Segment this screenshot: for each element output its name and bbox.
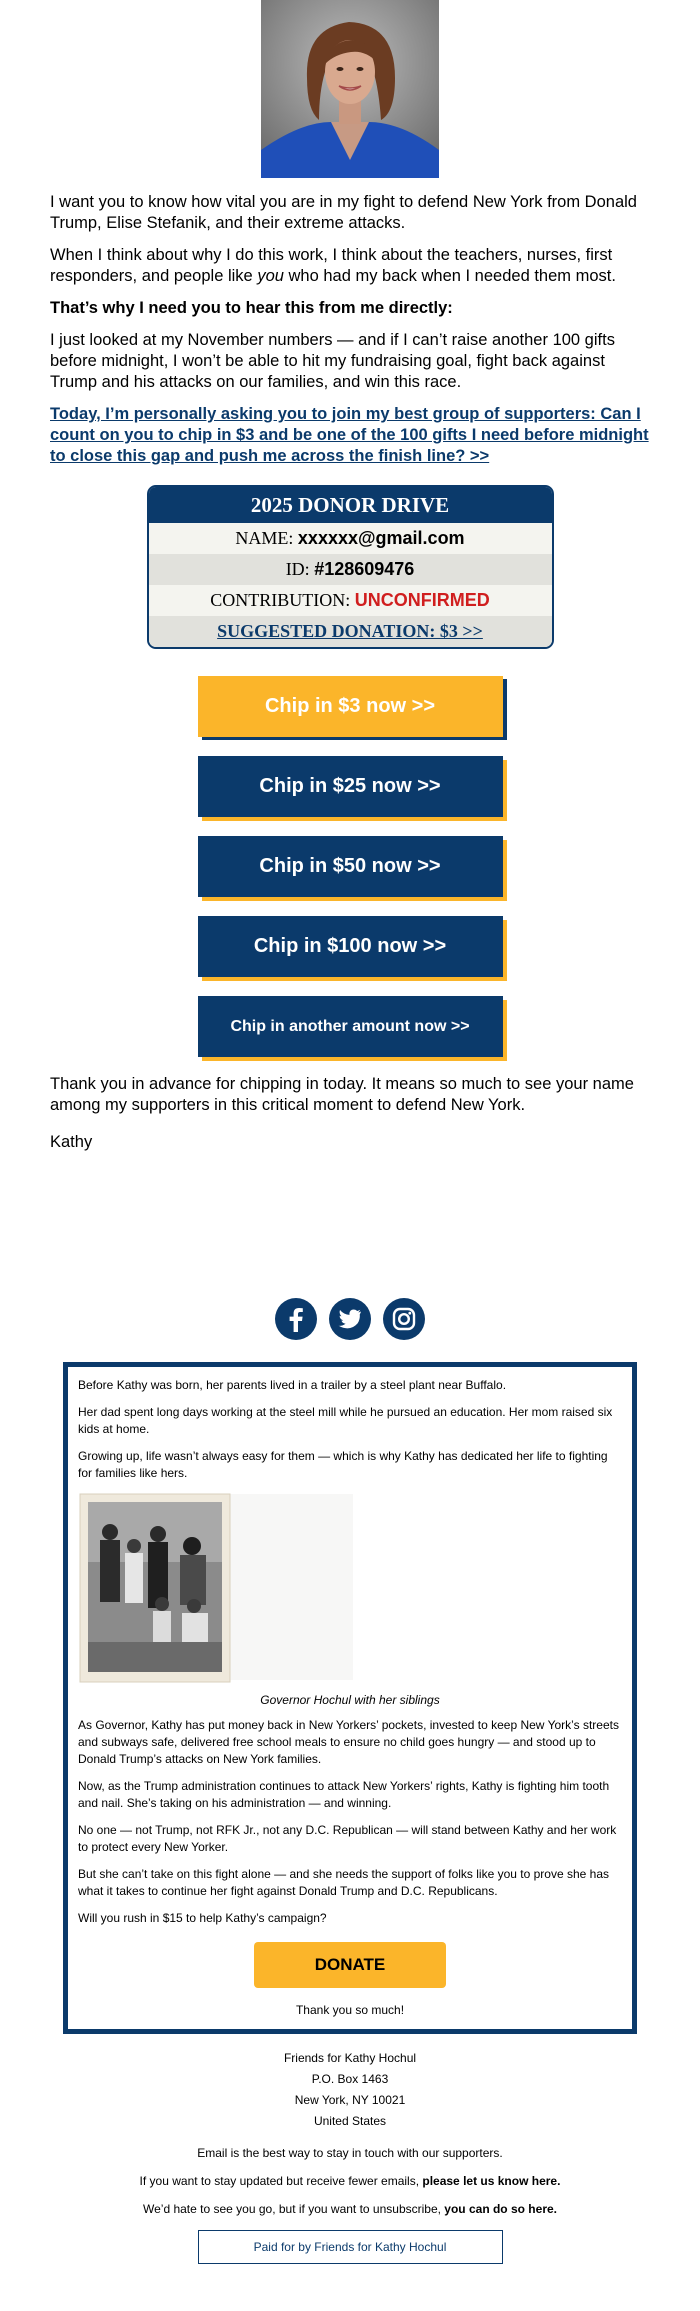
bio-paragraph-7: But she can’t take on this fight alone — and she needs the support of folks like you to prove she has what it takes to continue her fight against Donald Trump and D.C. Republicans. [78, 1867, 609, 1898]
donor-drive-card [147, 485, 554, 649]
donor-drive-title: 2025 DONOR DRIVE [149, 487, 552, 523]
suggested-donation-row [149, 616, 552, 647]
bio-paragraph-1: Before Kathy was born, her parents lived in a trailer by a steel plant near Buffalo. [78, 1378, 507, 1392]
letter-paragraph-2-end: who had my back when I needed them most. [283, 267, 616, 285]
instagram-icon[interactable] [383, 1298, 425, 1340]
chip-in-3-button[interactable]: Chip in $3 now >> [198, 676, 503, 737]
thank-you-paragraph: Thank you in advance for chipping in today. It means so much to see your name among my supporters in this critical moment to defend New York. [50, 1075, 634, 1114]
footer [0, 2048, 700, 2264]
letter-signoff [0, 1074, 700, 1153]
letter-paragraph-2-start: When I think about why I do this work, I think about the teachers, nurses, first responders, and people like [50, 246, 613, 285]
letter-paragraph-3: That’s why I need you to hear this from me directly: [50, 299, 453, 317]
donor-name-value: xxxxxx@gmail.com [297, 528, 465, 548]
fewer-emails-text: If you want to stay updated but receive fewer emails, [139, 2174, 423, 2188]
contribution-row [149, 585, 552, 616]
donor-id-label: ID: [285, 559, 310, 579]
letter-paragraph-2-emphasis: you [257, 267, 284, 285]
biography-box [63, 1362, 637, 2034]
chip-in-25-button[interactable]: Chip in $25 now >> [198, 756, 503, 817]
contribution-label: CONTRIBUTION: [210, 590, 351, 610]
personal-ask-link[interactable]: Today, I’m personally asking you to join my best group of supporters: Can I count on you to chip in $3 and be one of the 100 gifts I need before midnight to close this gap and push me across the finish line? >> [50, 405, 649, 465]
footer-city: New York, NY 10021 [294, 2093, 406, 2107]
footer-po-box: P.O. Box 1463 [311, 2072, 389, 2086]
mailing-address [0, 2048, 700, 2132]
paid-for-disclaimer: Paid for by Friends for Kathy Hochul [198, 2230, 503, 2264]
contribution-status: UNCONFIRMED [354, 590, 490, 610]
suggested-donation-link[interactable]: SUGGESTED DONATION: $3 >> [217, 621, 483, 641]
letter-paragraph-1: I want you to know how vital you are in my fight to defend New York from Donald Trump, Elise Stefanik, and their extreme attacks. [50, 193, 637, 232]
bio-paragraph-3: Growing up, life wasn’t always easy for them — which is why Kathy has dedicated her life to fighting for families like hers. [78, 1449, 608, 1480]
unsubscribe-note [0, 2202, 700, 2216]
letter-paragraph-4: I just looked at my November numbers — and if I can’t raise another 100 gifts before midnight, I won’t be able to hit my fundraising goal, fight back against Trump and his attacks on our families, and win this race. [50, 331, 615, 391]
signature: Kathy [50, 1133, 93, 1151]
footer-country: United States [313, 2114, 387, 2128]
footer-org-name: Friends for Kathy Hochul [283, 2051, 417, 2065]
photo-caption: Governor Hochul with her siblings [260, 1693, 440, 1707]
bio-paragraph-6: No one — not Trump, not RFK Jr., not any D.C. Republican — will stand between Kathy and her work to protect every New Yorker. [78, 1823, 617, 1854]
social-links [0, 1298, 700, 1344]
email-note: Email is the best way to stay in touch with our supporters. [197, 2146, 503, 2160]
bio-paragraph-8: Will you rush in $15 to help Kathy’s campaign? [78, 1911, 327, 1925]
chip-in-other-amount-button[interactable]: Chip in another amount now >> [198, 996, 503, 1057]
letter-body [0, 192, 700, 467]
donor-id-row [149, 554, 552, 585]
chip-in-100-button[interactable]: Chip in $100 now >> [198, 916, 503, 977]
bio-paragraph-4: As Governor, Kathy has put money back in New Yorkers’ pockets, invested to keep New York’s streets and subways safe, delivered free school meals to ensure no child goes hungry — and stood up to Donald Trump’s attacks on New York families. [78, 1718, 619, 1766]
donate-button[interactable]: DONATE [254, 1942, 446, 1988]
chip-in-50-button[interactable]: Chip in $50 now >> [198, 836, 503, 897]
fewer-emails-note [0, 2174, 700, 2188]
family-photo [78, 1492, 355, 1685]
bio-paragraph-5: Now, as the Trump administration continues to attack New Yorkers’ rights, Kathy is fighting him tooth and nail. She’s taking on his administration — and winning. [78, 1779, 610, 1810]
donor-id-value: #128609476 [314, 559, 415, 579]
donor-name-row [149, 523, 552, 554]
unsubscribe-text: We’d hate to see you go, but if you want to unsubscribe, [143, 2202, 445, 2216]
hero-portrait [261, 0, 439, 178]
thank-you-note: Thank you so much! [295, 2003, 405, 2017]
fewer-emails-link[interactable]: please let us know here. [422, 2174, 561, 2188]
unsubscribe-link[interactable]: you can do so here. [444, 2202, 557, 2216]
letter-paragraph-2 [50, 245, 650, 287]
facebook-icon[interactable] [275, 1298, 317, 1340]
twitter-icon[interactable] [329, 1298, 371, 1340]
bio-paragraph-2: Her dad spent long days working at the steel mill while he pursued an education. Her mom raised six kids at home. [78, 1405, 613, 1436]
donor-name-label: NAME: [235, 528, 294, 548]
